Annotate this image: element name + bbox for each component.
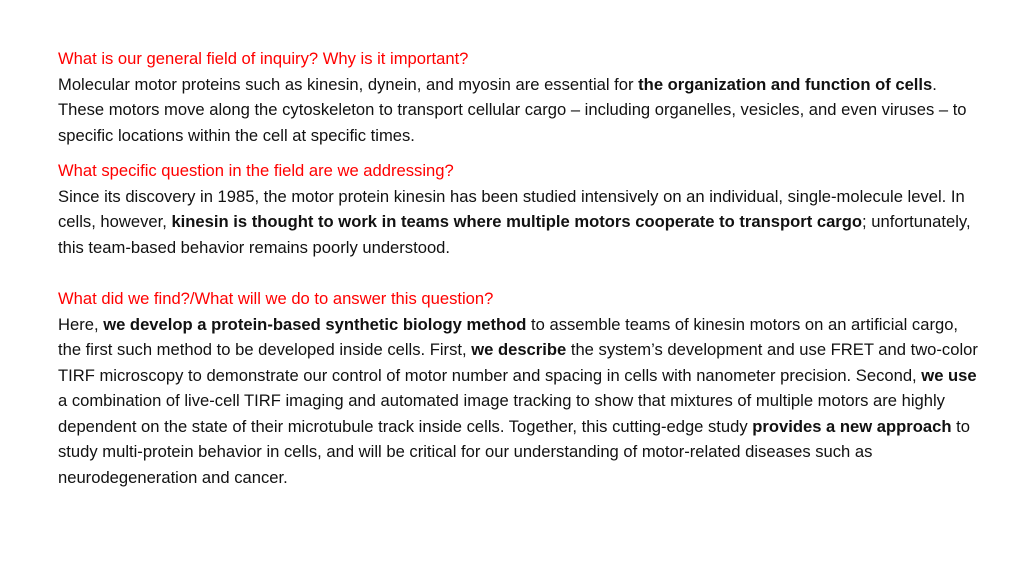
paragraph-emphasis: kinesin is thought to work in teams where multiple motors cooperate to transport cargo xyxy=(171,212,863,231)
section-paragraph xyxy=(58,312,978,491)
section-heading: What is our general field of inquiry? Why is it important? xyxy=(58,49,469,68)
section-paragraph xyxy=(58,184,978,261)
paragraph-text: the system’s development and use FRET and two-color TIRF microscopy to demonstrate our control of motor number and spacing in cells with nanometer precision. Second, xyxy=(58,340,978,385)
paragraph-text: Here, xyxy=(58,314,104,334)
paragraph-emphasis: we use xyxy=(921,365,977,385)
section-paragraph xyxy=(58,72,978,149)
section-findings xyxy=(58,286,978,490)
paragraph-emphasis: provides a new approach xyxy=(752,416,952,436)
paragraph-text: Molecular motor proteins such as kinesin, dynein, and myosin are essential for xyxy=(58,74,639,94)
section-heading: What specific question in the field are we addressing? xyxy=(58,161,454,180)
section-specific-question xyxy=(58,158,978,260)
section-field-of-inquiry xyxy=(58,46,978,148)
paragraph-text: ; unfortunately, this team-based behavior remains poorly understood. xyxy=(58,212,971,257)
paragraph-emphasis: we describe xyxy=(471,340,567,359)
paragraph-emphasis: we develop a protein-based synthetic biology method xyxy=(103,314,527,334)
paragraph-text: to study multi-protein behavior in cells, and will be critical for our understanding of motor-related diseases such as neurodegeneration and cancer. xyxy=(58,416,970,487)
paragraph-emphasis: the organization and function of cells xyxy=(638,74,933,94)
slide-content xyxy=(58,46,978,490)
paragraph-text: Since its discovery in 1985, the motor protein kinesin has been studied intensively on an individual, single-molecule level. In cells, however, xyxy=(58,186,965,231)
section-heading: What did we find?/What will we do to answer this question? xyxy=(58,289,494,308)
paragraph-text: to assemble teams of kinesin motors on an artificial cargo, the first such method to be developed inside cells. First, xyxy=(58,314,959,359)
paragraph-text: . These motors move along the cytoskeleton to transport cellular cargo – including organelles, vesicles, and even viruses – to specific locations within the cell at specific times. xyxy=(58,74,967,145)
paragraph-text: a combination of live-cell TIRF imaging and automated image tracking to show that mixtures of multiple motors are highly dependent on the state of their microtubule track inside cells. Together, this cutting-edge study xyxy=(58,391,945,436)
